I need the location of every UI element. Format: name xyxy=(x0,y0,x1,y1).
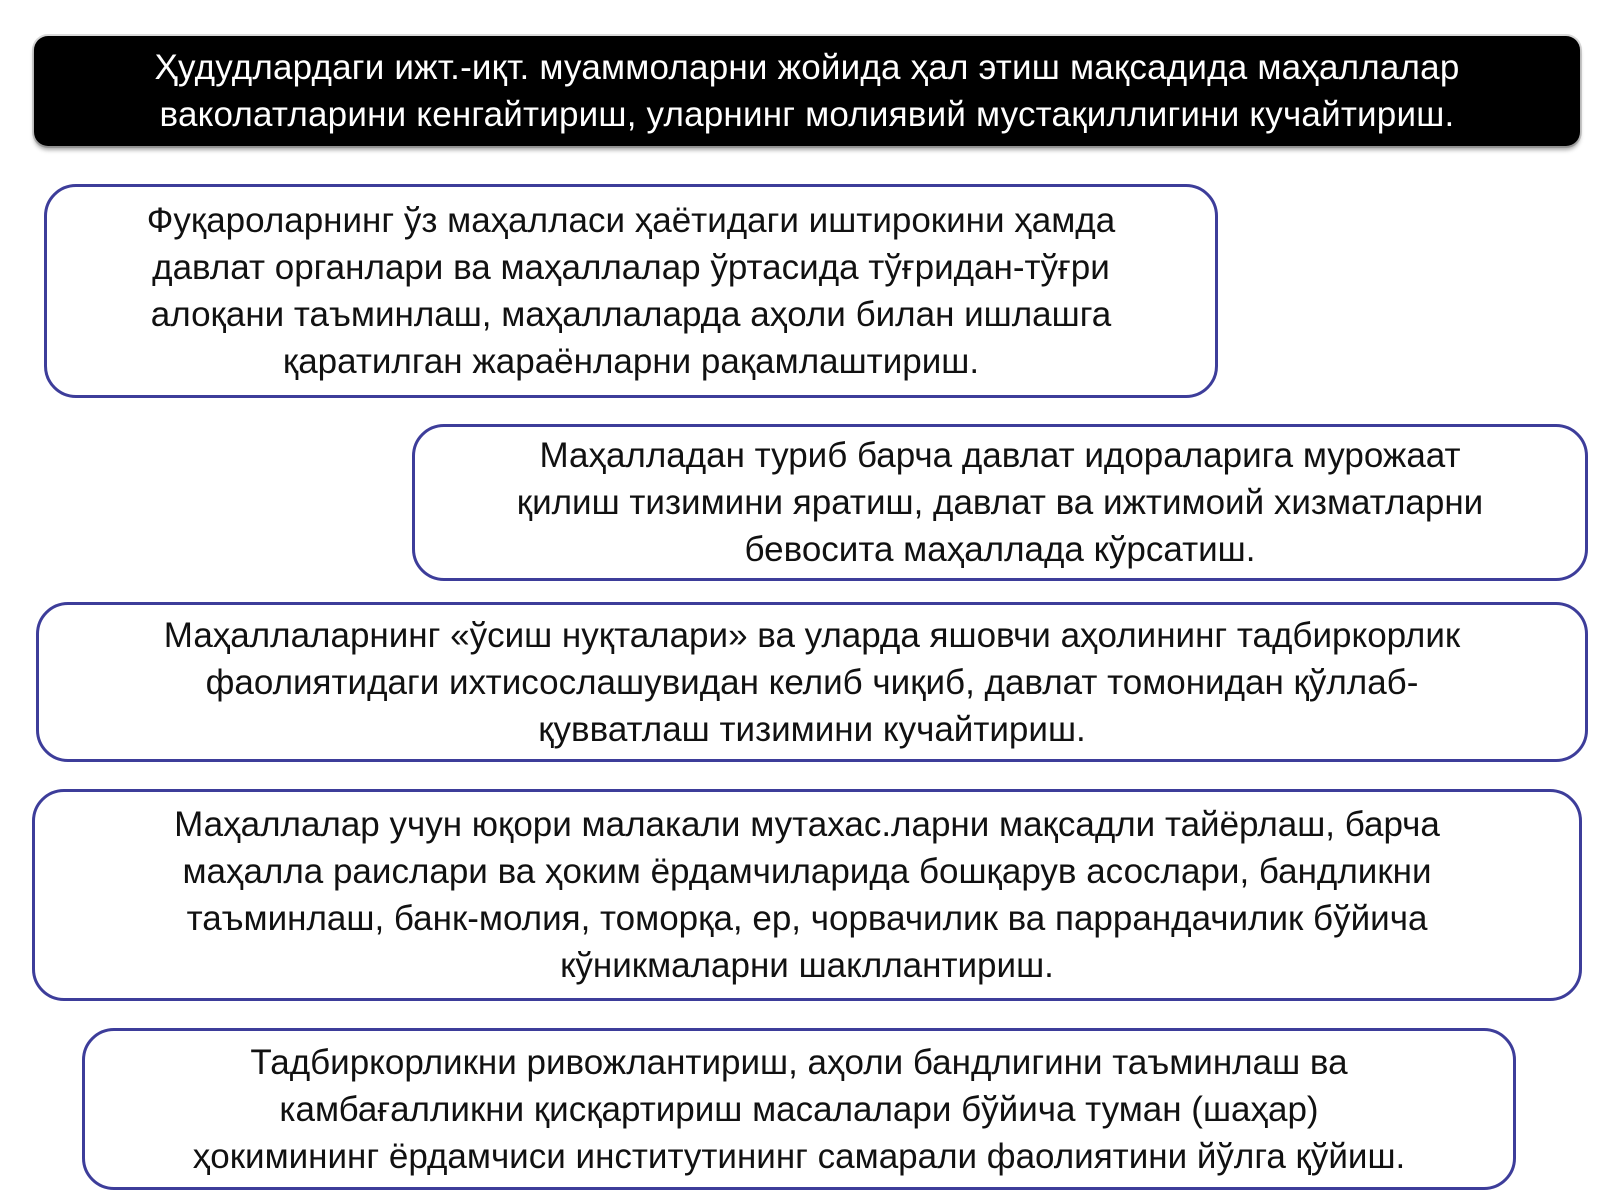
header-line: Ҳудудлардаги ижт.-иқт. муаммоларни жойида ҳал этиш мақсадида маҳаллалар xyxy=(154,48,1460,87)
measure-card-digitalization xyxy=(44,184,1218,398)
measure-card-public-services xyxy=(412,424,1588,581)
card-line: қилиш тизимини яратиш, давлат ва ижтимоий хизматларни xyxy=(516,483,1484,522)
card-line: камбағалликни қисқартириш масалалари бўйича туман (шаҳар) xyxy=(279,1089,1319,1129)
card-line: Тадбиркорликни ривожлантириш, аҳоли бандлигини таъминлаш ва xyxy=(250,1042,1348,1082)
card-text xyxy=(174,801,1440,989)
card-line: Маҳалладан туриб барча давлат идораларига мурожаат xyxy=(539,436,1461,475)
header-title xyxy=(154,44,1459,138)
measure-card-entrepreneurship xyxy=(82,1028,1516,1190)
card-line: кўникмаларни шакллантириш. xyxy=(560,946,1054,985)
measure-card-specialist-training xyxy=(32,789,1582,1001)
card-line: маҳалла раислари ва ҳоким ёрдамчиларида бошқарув асослари, бандликни xyxy=(182,852,1432,891)
card-line: таъминлаш, банк-молия, томорқа, ер, чорвачилик ва паррандачилик бўйича xyxy=(186,899,1428,938)
card-text xyxy=(193,1039,1406,1180)
card-line: фаолиятидаги ихтисослашувидан келиб чиқиб, давлат томонидан қўллаб- xyxy=(205,662,1419,702)
card-line: Фуқароларнинг ўз маҳалласи ҳаётидаги иштирокини ҳамда xyxy=(146,201,1116,240)
card-text xyxy=(147,197,1115,385)
card-line: ҳокимининг ёрдамчиси институтининг самарали фаолиятини йўлга қўйиш. xyxy=(192,1136,1406,1176)
card-line: Маҳаллаларнинг «ўсиш нуқталари» ва уларда яшовчи аҳолининг тадбиркорлик xyxy=(163,615,1461,655)
card-line: қаратилган жараёнларни рақамлаштириш. xyxy=(282,342,980,381)
measure-card-growth-points xyxy=(36,602,1588,762)
card-text xyxy=(517,432,1483,573)
header-box xyxy=(34,36,1580,146)
card-line: Маҳаллалар учун юқори малакали мутахас.ларни мақсадли тайёрлаш, барча xyxy=(174,805,1440,844)
card-line: бевосита маҳаллада кўрсатиш. xyxy=(744,530,1256,569)
card-text xyxy=(164,612,1460,753)
card-line: алоқани таъминлаш, маҳаллаларда аҳоли билан ишлашга xyxy=(150,295,1112,334)
card-line: давлат органлари ва маҳаллалар ўртасида тўғридан-тўғри xyxy=(152,248,1110,287)
card-line: қувватлаш тизимини кучайтириш. xyxy=(538,709,1086,749)
header-line: ваколатларини кенгайтириш, уларнинг молиявий мустақиллигини кучайтириш. xyxy=(159,95,1455,134)
